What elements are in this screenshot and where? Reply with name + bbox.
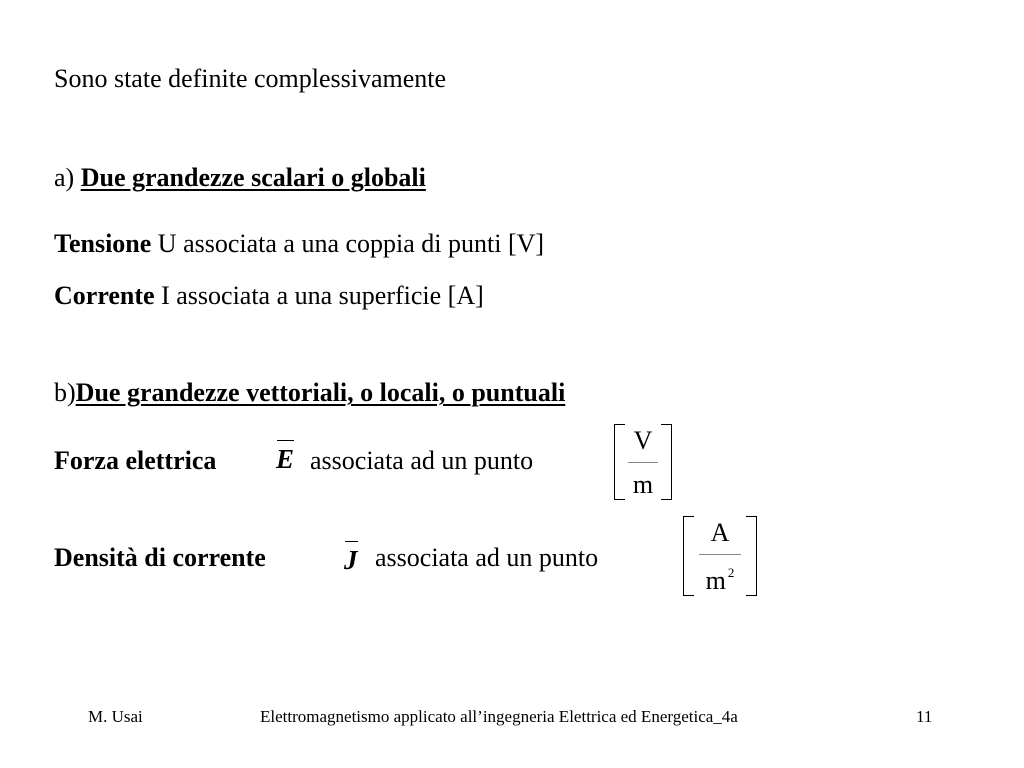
unit-a-per-m2: [683, 516, 757, 596]
section-b-heading: [54, 380, 565, 406]
forza-text: associata ad un punto: [310, 446, 534, 475]
unit-denominator-base: m: [705, 566, 726, 595]
unit-exponent: 2: [727, 565, 735, 580]
vector-j-symbol: J: [344, 545, 358, 575]
section-a-marker: a): [54, 163, 75, 192]
unit-numerator: A: [710, 518, 730, 547]
section-a-title: Due grandezze scalari o globali: [80, 163, 426, 192]
unit-v-per-m: [614, 424, 672, 500]
tensione-term: Tensione: [54, 229, 152, 258]
section-a-heading: [54, 165, 426, 191]
densita-term: Densità di corrente: [54, 543, 266, 572]
tensione-text: U associata a una coppia di punti [V]: [157, 229, 545, 258]
section-b-marker: b): [54, 378, 76, 407]
unit-denominator: m: [632, 470, 654, 499]
corrente-text: I associata a una superficie [A]: [161, 281, 484, 310]
fraction-bar: [628, 462, 658, 463]
intro-text: Sono state definite complessivamente: [54, 64, 447, 93]
corrente-line: [54, 283, 484, 309]
tensione-line: [54, 231, 544, 257]
vector-e-symbol: E: [276, 444, 295, 474]
densita-text: associata ad un punto: [375, 543, 599, 572]
footer-author: M. Usai: [88, 707, 143, 726]
unit-numerator: V: [633, 426, 653, 455]
forza-term: Forza elettrica: [54, 446, 217, 475]
corrente-term: Corrente: [54, 281, 155, 310]
footer-course: Elettromagnetismo applicato all’ingegneria Elettrica ed Energetica_4a: [260, 707, 738, 726]
footer-page-number: 11: [916, 707, 933, 726]
unit-denominator: [683, 565, 757, 595]
section-b-title: Due grandezze vettoriali, o locali, o puntuali: [75, 378, 566, 407]
fraction-bar: [699, 554, 741, 555]
